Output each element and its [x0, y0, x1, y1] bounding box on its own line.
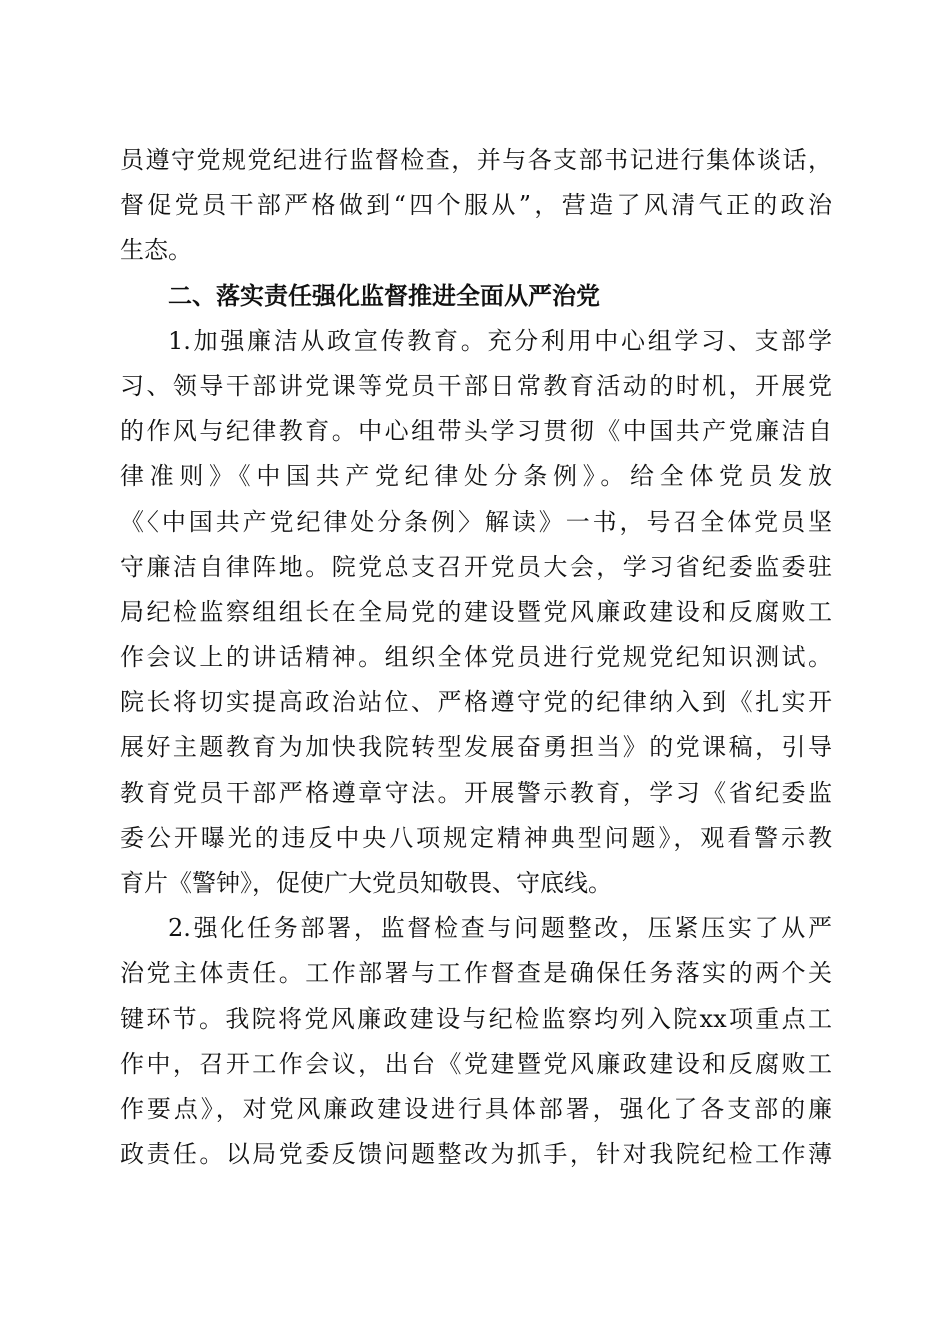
- body-line: 作要点》，对党风廉政建设进行具体部署，强化了各支部的廉: [120, 1094, 832, 1123]
- body-line: 律准则》《中国共产党纪律处分条例》。给全体党员发放: [120, 462, 832, 491]
- body-line: 生态。: [120, 236, 192, 265]
- body-line: 局纪检监察组组长在全局党的建设暨党风廉政建设和反腐败工: [120, 597, 832, 626]
- body-line: 院长将切实提高政治站位、严格遵守党的纪律纳入到《扎实开: [120, 688, 832, 717]
- document-page: [120, 138, 832, 1177]
- body-line: 育片《警钟》，促使广大党员知敬畏、守底线。: [120, 869, 612, 897]
- body-line: 督促党员干部严格做到“四个服从”，营造了风清气正的政治: [120, 191, 832, 220]
- paragraph-first-line: 1.加强廉洁从政宣传教育。充分利用中心组学习、支部学: [168, 326, 832, 355]
- body-line: 员遵守党规党纪进行监督检查，并与各支部书记进行集体谈话，: [120, 146, 832, 174]
- body-line: 《〈中国共产党纪律处分条例〉解读》一书，号召全体党员坚: [120, 507, 832, 536]
- body-line: 作会议上的讲话精神。组织全体党员进行党规党纪知识测试。: [120, 643, 832, 672]
- body-line: 作中，召开工作会议，出台《党建暨党风廉政建设和反腐败工: [120, 1049, 832, 1078]
- body-line: 习、领导干部讲党课等党员干部日常教育活动的时机，开展党: [120, 371, 832, 400]
- body-line: 展好主题教育为加快我院转型发展奋勇担当》的党课稿，引导: [120, 733, 832, 762]
- body-line: 政责任。以局党委反馈问题整改为抓手，针对我院纪检工作薄: [120, 1140, 832, 1169]
- body-line: 教育党员干部严格遵章守法。开展警示教育，学习《省纪委监: [120, 778, 832, 807]
- paragraph-first-line: 2.强化任务部署，监督检查与问题整改，压紧压实了从严: [168, 914, 832, 943]
- body-line: 治党主体责任。工作部署与工作督查是确保任务落实的两个关: [120, 959, 832, 988]
- body-line: 的作风与纪律教育。中心组带头学习贯彻《中国共产党廉洁自: [120, 417, 832, 446]
- section-heading: 二、落实责任强化监督推进全面从严治党: [168, 281, 600, 310]
- body-line: 委公开曝光的违反中央八项规定精神典型问题》，观看警示教: [120, 823, 832, 852]
- body-line: 守廉洁自律阵地。院党总支召开党员大会，学习省纪委监委驻: [120, 552, 832, 581]
- body-line: 键环节。我院将党风廉政建设与纪检监察均列入院xx项重点工: [120, 1004, 832, 1033]
